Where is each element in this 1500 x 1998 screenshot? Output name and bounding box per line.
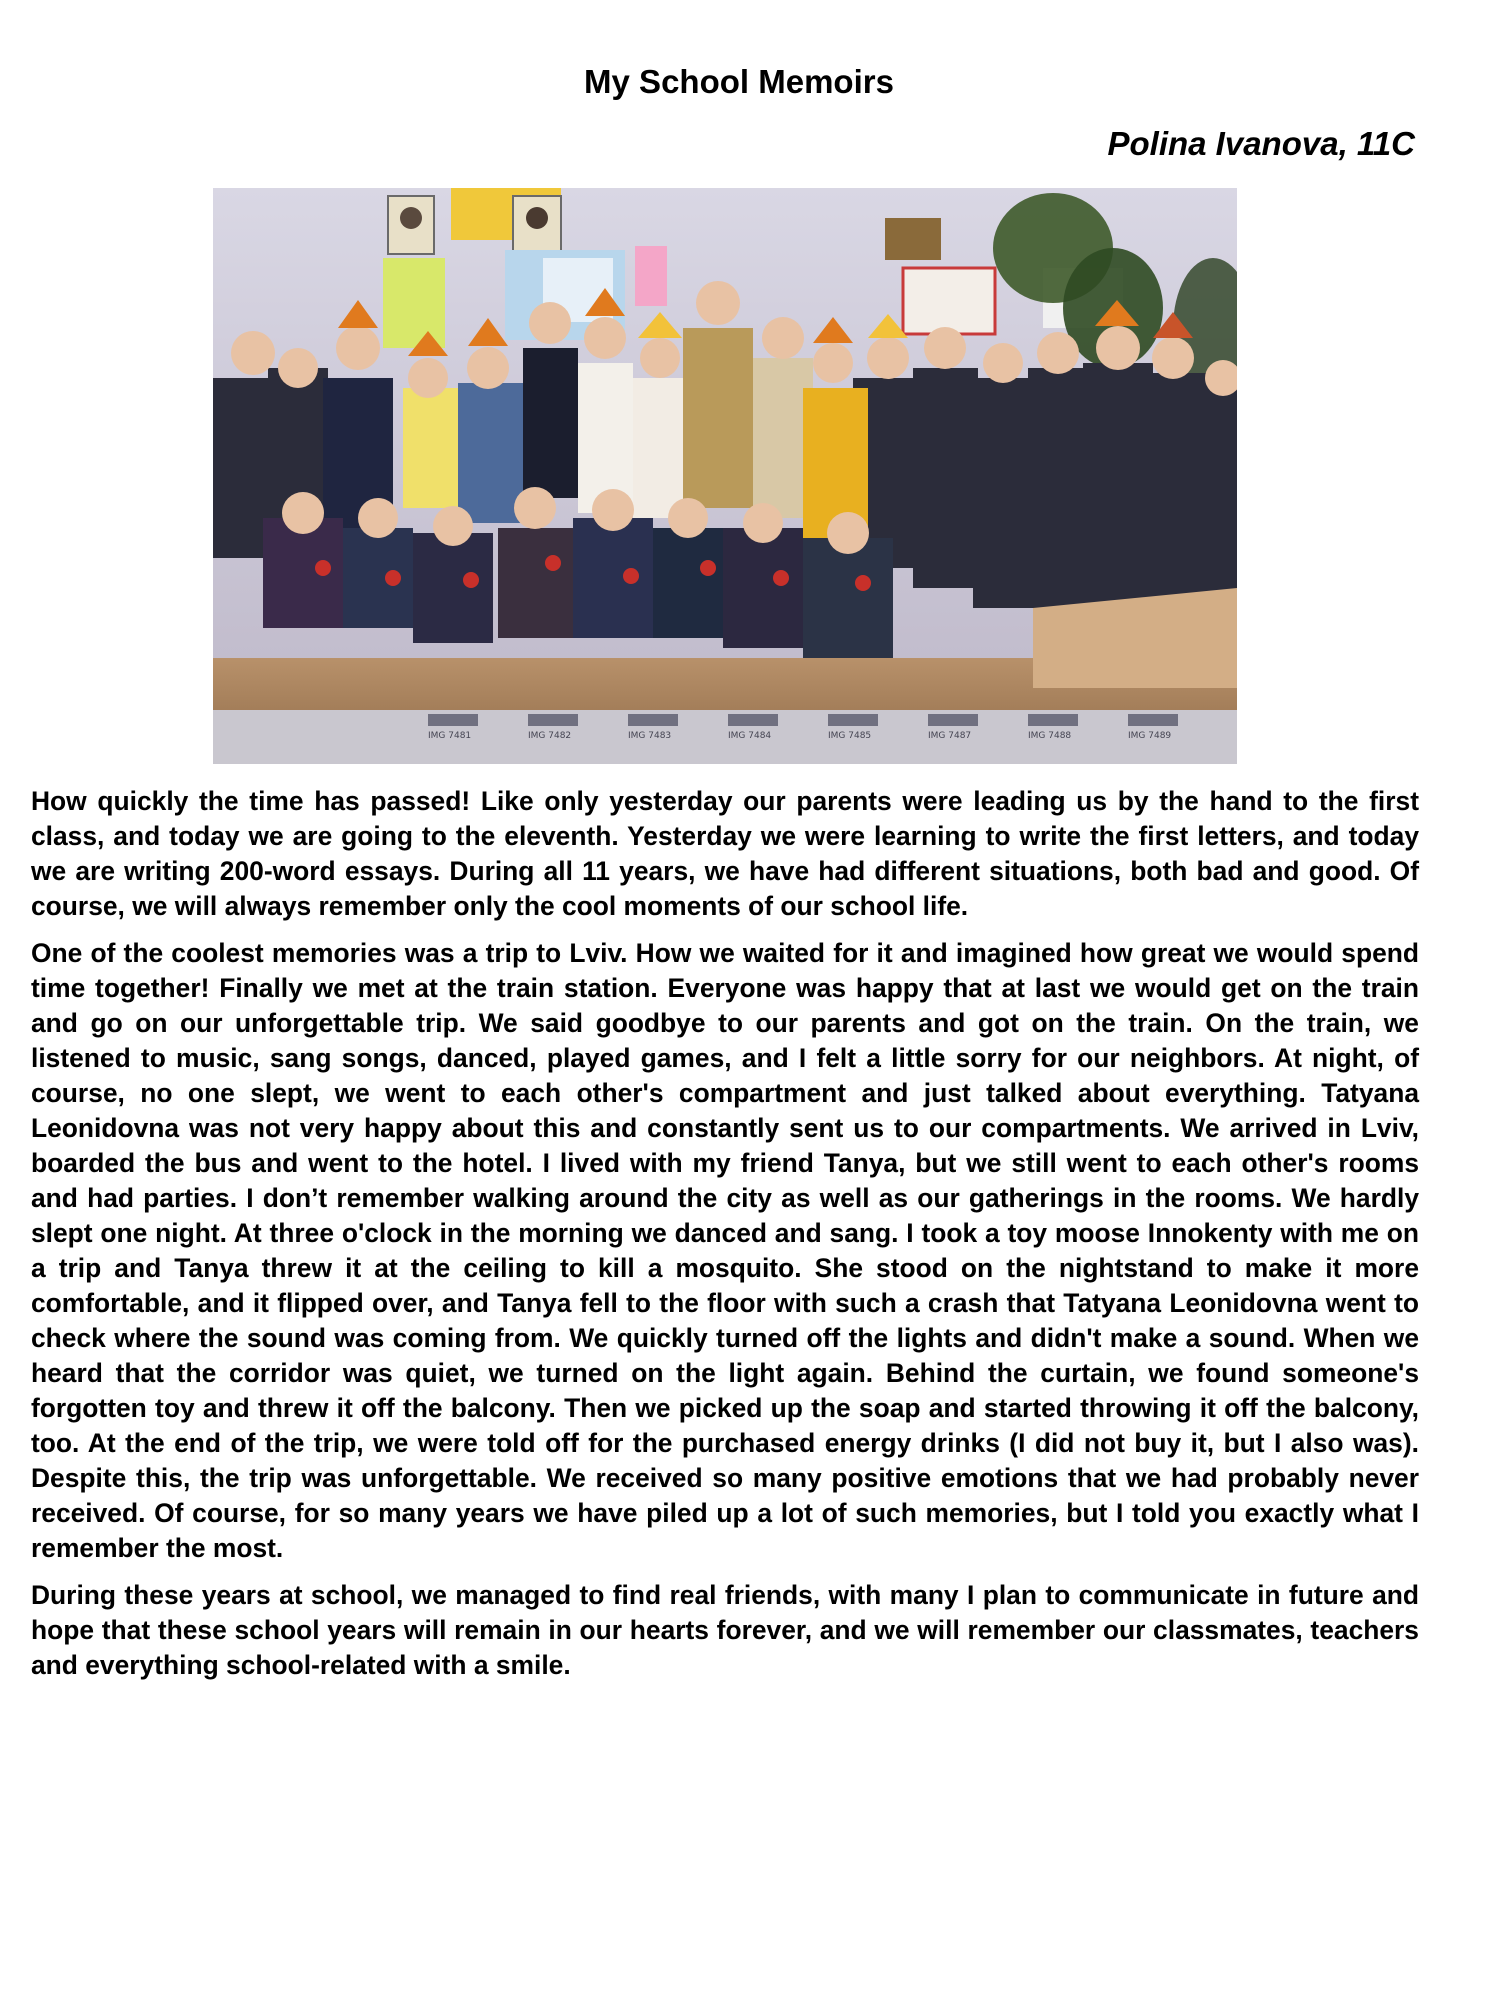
author-byline: Polina Ivanova, 11C [1107, 125, 1415, 162]
filmstrip-label: IMG 7482 [528, 731, 572, 741]
filmstrip-label: IMG 7489 [1128, 731, 1172, 741]
essay-paragraph-lviv-trip: One of the coolest memories was a trip to Lviv. How we waited for it and imagined how great we would spend time together! Finally we met at the train station. Everyone was happy that at last we would get on the train and go on our unforgettable trip. We said goodbye to our parents and got on the train. On the train, we listened to music, sang songs, danced, played games, and I felt a little sorry for our neighbors. At night, of course, no one slept, we went to each other's compartment and just talked about everything. Tatyana Leonidovna was not very happy about this and constantly sent us to our compartments. We arrived in Lviv, boarded the bus and went to the hotel. I lived with my friend Tanya, but we still went to each other's rooms and had parties. I don’t remember walking around the city as well as our gatherings in the rooms. We hardly slept one night. At three o'clock in the morning we danced and sang. I took a toy moose Innokenty with me on a trip and Tanya threw it at the ceiling to kill a mosquito. She stood on the nightstand to make it more comfortable, and it flipped over, and Tanya fell to the floor with such a crash that Tatyana Leonidovna went to check where the sound was coming from. We quickly turned off the lights and didn't make a sound. When we heard that the corridor was quiet, we turned on the light again. Behind the curtain, we found someone's forgotten toy and threw it off the balcony. Then we picked up the soap and started throwing it off the balcony, too. At the end of the trip, we were told off for the purchased energy drinks (I did not buy it, but I also was). Despite this, the trip was unforgettable. We received so many positive emotions that we had probably never received. Of course, for so many years we have piled up a lot of such memories, but I told you exactly what I remember the most. [31, 938, 1419, 1563]
filmstrip-label: IMG 7488 [1028, 731, 1072, 741]
essay-body [31, 784, 1419, 1695]
filmstrip-label: IMG 7484 [728, 731, 772, 741]
document-title: My School Memoirs [584, 63, 894, 100]
class-photo [213, 188, 1237, 764]
essay-paragraph-intro: How quickly the time has passed! Like only yesterday our parents were leading us by the hand to the first class, and today we are going to the eleventh. Yesterday we were learning to write the first letters, and today we are writing 200-word essays. During all 11 years, we have had different situations, both bad and good. Of course, we will always remember only the cool moments of our school life. [31, 786, 1419, 921]
filmstrip-label: IMG 7487 [928, 731, 972, 741]
filmstrip-label: IMG 7481 [428, 731, 472, 741]
essay-paragraph-conclusion: During these years at school, we managed to find real friends, with many I plan to communicate in future and hope that these school years will remain in our hearts forever, and we will remember our classmates, teachers and everything school-related with a smile. [31, 1580, 1419, 1680]
filmstrip-label: IMG 7485 [828, 731, 872, 741]
filmstrip-label: IMG 7483 [628, 731, 672, 741]
